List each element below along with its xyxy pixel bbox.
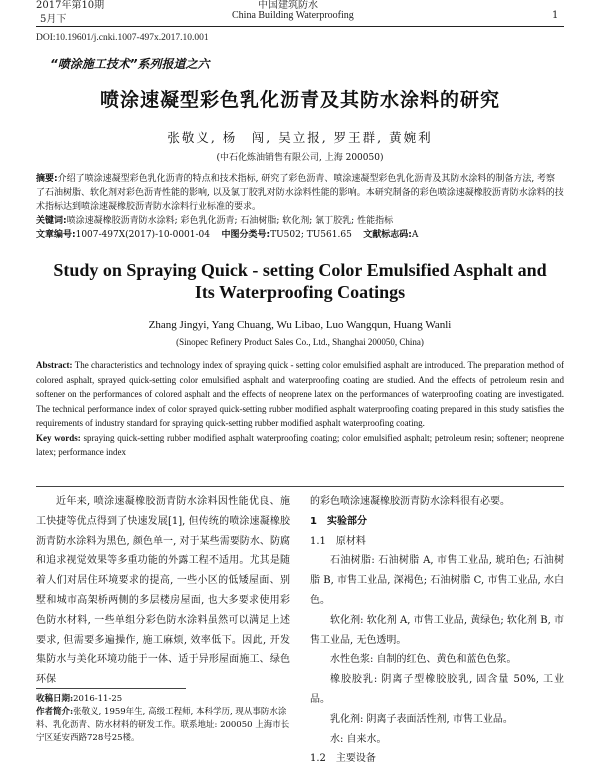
journal-issue: 5月下 (40, 14, 67, 25)
series-label: “喷涂施工技术”系列报道之六 (50, 57, 210, 71)
article-no-label: 文章编号: (36, 230, 76, 240)
journal-issue-top: 2017年第10期 (36, 0, 105, 11)
author-info-label: 作者简介: (36, 707, 74, 717)
subsection-materials: 1.1 原材料 (310, 535, 366, 547)
footnote (36, 693, 290, 745)
abstract-cn-text: 介绍了喷涂速凝型彩色乳化沥青的特点和技术指标, 研究了彩色沥青、喷涂速凝型彩色乳化沥青及其防水涂料的制备方法, 考察了石油树脂、软化剂对彩色沥青性能的影响, 以及氯丁胶乳对防水涂料性能的影响。本研究制备的彩色喷涂速凝橡胶沥青防水涂料的技术指标达到喷涂速凝橡胶沥青防水涂料行业标准的要求。 (36, 174, 564, 212)
keywords-en-label: Key words: (36, 432, 81, 443)
abstract-separator (36, 486, 564, 487)
title-en-line1: Study on Spraying Quick - setting Color Emulsified Asphalt and (53, 260, 547, 280)
body-left-column (36, 492, 290, 690)
received-label: 收稿日期: (36, 694, 74, 704)
paragraph-rubber-latex: 橡胶胶乳: 阴离子型橡胶胶乳, 固含量 50%, 工业品。 (310, 674, 564, 705)
paragraph-emulsifier: 乳化剂: 阴离子表面活性剂, 市售工业品。 (330, 713, 513, 725)
paragraph-softener: 软化剂: 软化剂 A, 市售工业品, 黄绿色; 软化剂 B, 市售工业品, 无色透明。 (310, 614, 564, 646)
authors-cn: 张敬义, 杨 闯, 吴立报, 罗王群, 黄婉利 (167, 130, 433, 145)
paragraph-color-paste: 水性色浆: 自制的红色、黄色和蓝色色浆。 (330, 654, 517, 666)
abstract-en (36, 358, 564, 460)
doc-code: A (411, 230, 419, 240)
affiliation-cn: (中石化炼油销售有限公司, 上海 200050) (216, 153, 384, 163)
abstract-en-text: The characteristics and technology index of spraying quick - setting color emulsified asphalt are introduced. The preparation method of colored asphalt, sprayed quick-setting color emulsified asphalt and waterproofing coating are studied. And the effects of petroleum resin and softener on the performances of colored asphalt and the effects of neoprene latex on the performances of waterproofing coating are investigated. The technical performance index of color sprayed quick-setting rubber modified asphalt waterproofing coating prepared in this study satisfies the requirements of industry standard for spraying quick-setting rubber modified asphalt waterproofing coating. (36, 360, 564, 428)
article-no: 1007-497X(2017)-10-0001-04 (75, 230, 210, 240)
doi: DOI:10.19601/j.cnki.1007-497x.2017.10.001 (36, 33, 209, 43)
doc-code-label: 文献标志码: (363, 230, 412, 240)
footnote-rule (36, 688, 186, 689)
keywords-cn: 喷涂速凝橡胶沥青防水涂料; 彩色乳化沥青; 石油树脂; 软化剂; 氯丁胶乳; 性能指标 (66, 216, 394, 226)
header-rule (36, 26, 564, 27)
journal-name-en: China Building Waterproofing (232, 10, 354, 21)
subsection-equipment: 1.2 主要设备 (310, 753, 376, 765)
title-en-line2: Its Waterproofing Coatings (194, 282, 406, 302)
abstract-cn-label: 摘要: (36, 174, 58, 184)
authors-en: Zhang Jingyi, Yang Chuang, Wu Libao, Luo Wangqun, Huang Wanli (148, 319, 452, 331)
abstract-cn (36, 172, 564, 242)
section-experimental: 1 实验部分 (310, 515, 367, 527)
paragraph-petroleum-resin: 石油树脂: 石油树脂 A, 市售工业品, 琥珀色; 石油树脂 B, 市售工业品, 深褐色; 石油树脂 C, 市售工业品, 水白色。 (310, 555, 564, 606)
abstract-en-label: Abstract: (36, 360, 73, 370)
title-en (0, 259, 600, 303)
page-number: 1 (552, 10, 559, 21)
journal-name-cn: 中国建筑防水 (258, 0, 318, 11)
keywords-en: spraying quick-setting rubber modified asphalt waterproofing coating; color emulsified asphalt; petroleum resin; softener; neoprene latex; performance index (36, 432, 565, 457)
affiliation-en: (Sinopec Refinery Product Sales Co., Ltd., Shanghai 200050, China) (176, 337, 424, 347)
author-info: 张敬义, 1959年生, 高级工程师, 本科学历, 现从事防水涂料、乳化沥青、防水材料的研发工作。联系地址: 200050 上海市长宁区延安西路728号25楼。 (36, 707, 290, 743)
keywords-cn-label: 关键词: (36, 216, 67, 226)
clc: TU502; TU561.65 (270, 230, 352, 240)
body-right-column (310, 492, 564, 769)
clc-label: 中图分类号: (221, 230, 271, 240)
intro-continuation: 的彩色喷涂速凝橡胶沥青防水涂料很有必要。 (310, 496, 510, 507)
received-date: 2016-11-25 (73, 694, 123, 704)
paragraph-water: 水: 自来水。 (330, 733, 387, 745)
title-cn: 喷涂速凝型彩色乳化沥青及其防水涂料的研究 (99, 89, 500, 111)
intro-paragraph: 近年来, 喷涂速凝橡胶沥青防水涂料因性能优良、施工快捷等优点得到了快速发展[1], 但传统的喷涂速凝橡胶沥青防水涂料为黑色, 颜色单一, 对于某些需要防水、防腐和追求视觉效果等多重功能的外露工程不适用。尤其是随着人们对居住环境要求的提高, 一些小区的低矮屋面、别墅和城市高架桥两侧的多层楼房屋面, 也大多要求使用彩色防水材料, 一些单组分彩色防水涂料虽然可以满足上述要求, 但需要多遍操作, 施工麻烦, 效率低下。因此, 开发集防水与美化环境功能于一体、适于异形屋面施工、绿色环保 (36, 496, 290, 686)
